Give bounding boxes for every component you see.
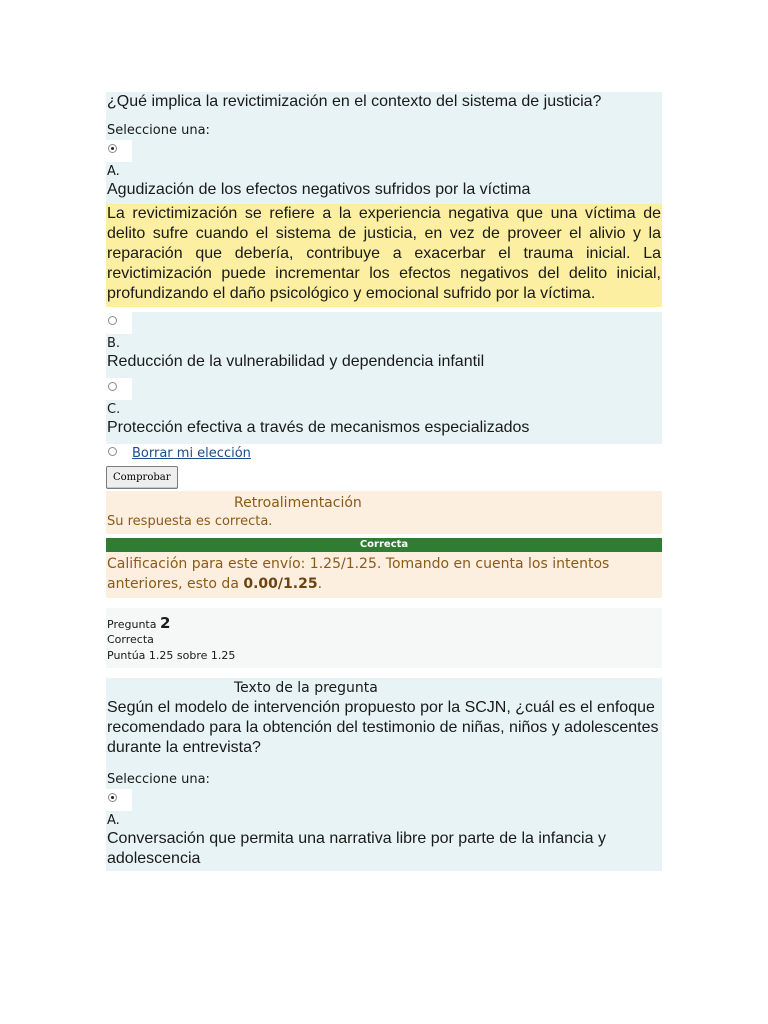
q2-option-a-text[interactable]: Conversación que permita una narrativa libre por parte de la infancia y adolescencia	[107, 830, 606, 867]
question-2-text: Según el modelo de intervención propuesto por la SCJN, ¿cuál es el enfoque recomendado para la obtención del testimonio de niñas, niños y adolescentes durante la entrevista?	[107, 699, 659, 756]
option-a-radio[interactable]	[108, 144, 117, 153]
answer-correct-text: Su respuesta es correcta.	[107, 514, 273, 529]
clear-choice-row	[106, 444, 662, 466]
option-a-row	[106, 140, 662, 162]
clear-choice-link[interactable]: Borrar mi elección	[132, 446, 251, 461]
grade-text: Calificación para este envío: 1.25/1.25. Tomando en cuenta los intentos anteriores, esto da	[107, 556, 610, 592]
q2-option-a-letter: A.	[107, 813, 120, 828]
grade-end: .	[317, 576, 323, 592]
select-prompt: Seleccione una:	[107, 123, 210, 138]
feedback-heading: Retroalimentación	[234, 495, 362, 511]
question-label: Pregunta	[107, 618, 160, 631]
q2-option-a-row	[106, 789, 662, 811]
option-b-radio[interactable]	[108, 316, 117, 325]
grade-value: 0.00/1.25	[243, 576, 318, 592]
option-c-radio[interactable]	[108, 382, 117, 391]
question-text-heading: Texto de la pregunta	[234, 680, 378, 696]
check-button[interactable]: Comprobar	[106, 466, 178, 489]
question-1-text: ¿Qué implica la revictimización en el contexto del sistema de justicia?	[107, 93, 602, 110]
select-prompt-2: Seleccione una:	[107, 772, 210, 787]
question-state: Correcta	[107, 633, 154, 646]
question-points: Puntúa 1.25 sobre 1.25	[107, 649, 236, 662]
question-number: 2	[159, 614, 171, 632]
question-1-options-rest	[106, 312, 662, 444]
option-b-row	[106, 312, 662, 334]
option-a-text[interactable]: Agudización de los efectos negativos sufridos por la víctima	[107, 181, 531, 198]
option-c-row	[106, 378, 662, 400]
option-b-letter: B.	[107, 336, 121, 351]
specific-feedback: La revictimización se refiere a la experiencia negativa que una víctima de delito sufre cuando el sistema de justicia, en vez de proveer el alivio y la reparación que debería, contribuye a exacerbar el trauma inicial. La revictimización puede incrementar los efectos negativos del delito inicial, profundizando el daño psicológico y emocional sufrido por la víctima.	[106, 204, 662, 307]
question-1-formulation	[106, 92, 662, 204]
status-bar-correct: Correcta	[106, 538, 662, 552]
question-2-formulation	[106, 678, 662, 871]
q2-option-a-radio[interactable]	[108, 793, 117, 802]
question-2-info	[106, 608, 662, 668]
option-c-letter: C.	[107, 402, 121, 417]
option-c-text[interactable]: Protección efectiva a través de mecanismos especializados	[107, 419, 530, 436]
option-b-text[interactable]: Reducción de la vulnerabilidad y dependencia infantil	[107, 353, 485, 370]
grade-box	[106, 552, 662, 598]
question-number-line	[107, 614, 661, 632]
outcome-feedback	[106, 491, 662, 534]
option-a-letter: A.	[107, 164, 120, 179]
clear-choice-radio[interactable]	[108, 447, 117, 456]
